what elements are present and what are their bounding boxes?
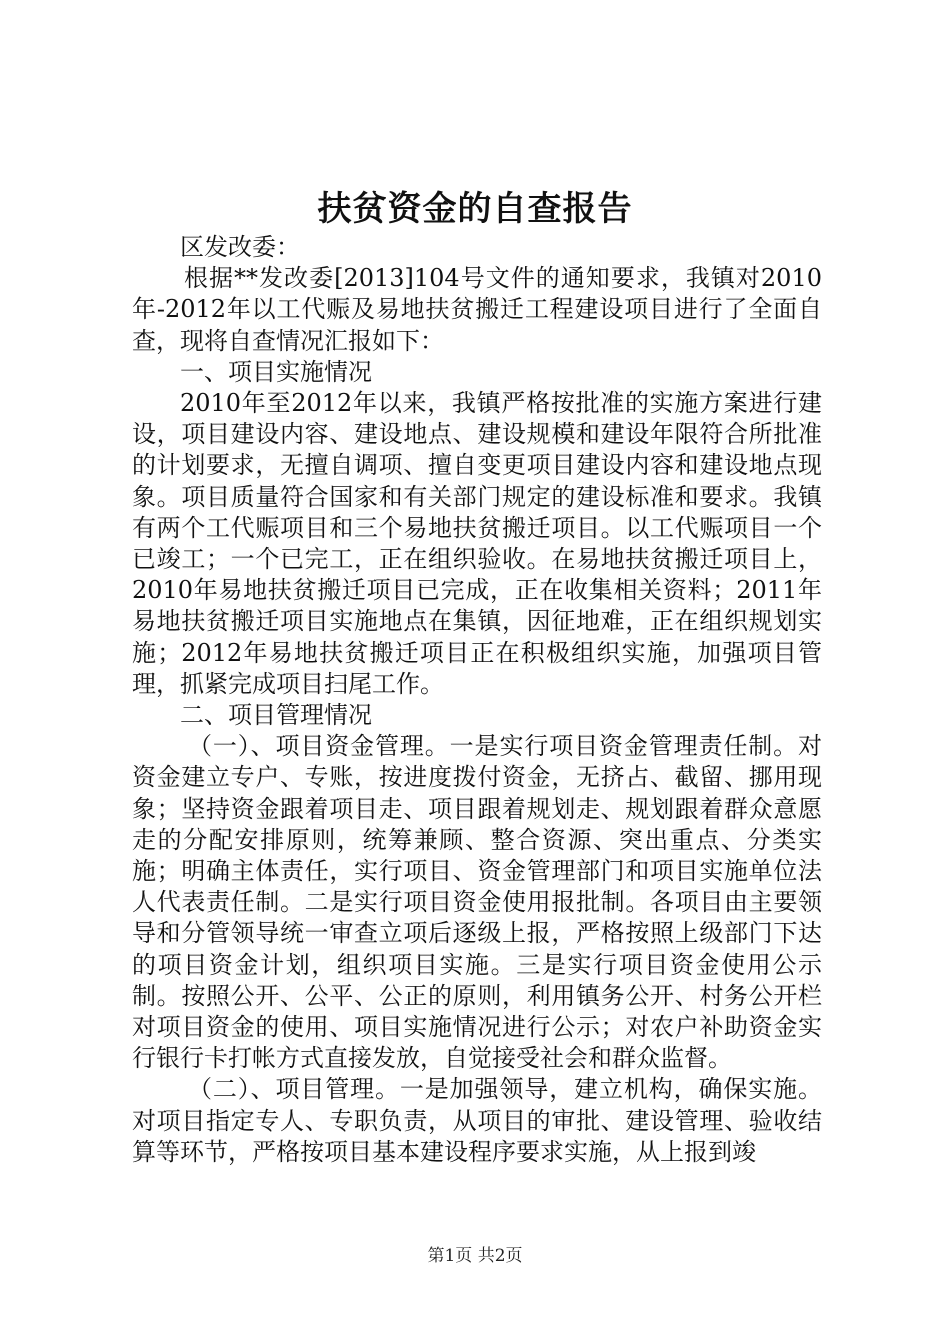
page-footer: 第1页 共2页: [427, 1246, 523, 1266]
document-body: [132, 232, 822, 1168]
section-2-sub-2-paragraph: （二）、项目管理。一是加强领导，建立机构，确保实施。对项目指定专人、专职负责，从项目的审批、建设管理、验收结算等环节，严格按项目基本建设程序要求实施，从上报到竣: [132, 1075, 822, 1166]
section-1-paragraph: 2010年至2012年以来，我镇严格按批准的实施方案进行建设，项目建设内容、建设地点、建设规模和建设年限符合所批准的计划要求，无擅自调项、擅自变更项目建设内容和建设地点现象。项目质量符合国家和有关部门规定的建设标准和要求。我镇有两个工代赈项目和三个易地扶贫搬迁项目。以工代赈项目一个已竣工；一个已完工，正在组织验收。在易地扶贫搬迁项目上，2010年易地扶贫搬迁项目已完成，正在收集相关资料；2011年易地扶贫搬迁项目实施地点在集镇，因征地难，正在组织规划实施；2012年易地扶贫搬迁项目正在积极组织实施，加强项目管理，抓紧完成项目扫尾工作。: [132, 389, 822, 698]
section-1-heading: 一、项目实施情况: [180, 357, 372, 386]
document-title: 扶贫资金的自查报告: [317, 189, 633, 229]
intro-paragraph: 根据**发改委[2013]104号文件的通知要求，我镇对2010年-2012年以工代赈及易地扶贫搬迁工程建设项目进行了全面自查，现将自查情况汇报如下：: [132, 264, 822, 355]
section-2-heading: 二、项目管理情况: [180, 701, 372, 730]
section-2-sub-1-paragraph: （一）、项目资金管理。一是实行项目资金管理责任制。对资金建立专户、专账，按进度拨付资金，无挤占、截留、挪用现象；坚持资金跟着项目走、项目跟着规划走、规划跟着群众意愿走的分配安排原则，统筹兼顾、整合资源、突出重点、分类实施；明确主体责任，实行项目、资金管理部门和项目实施单位法人代表责任制。二是实行项目资金使用报批制。各项目由主要领导和分管领导统一审查立项后逐级上报，严格按照上级部门下达的项目资金计划，组织项目实施。三是实行项目资金使用公示制。按照公开、公平、公正的原则，利用镇务公开、村务公开栏对项目资金的使用、项目实施情况进行公示；对农户补助资金实行银行卡打帐方式直接发放，自觉接受社会和群众监督。: [132, 732, 822, 1073]
salutation: 区发改委：: [180, 233, 300, 261]
